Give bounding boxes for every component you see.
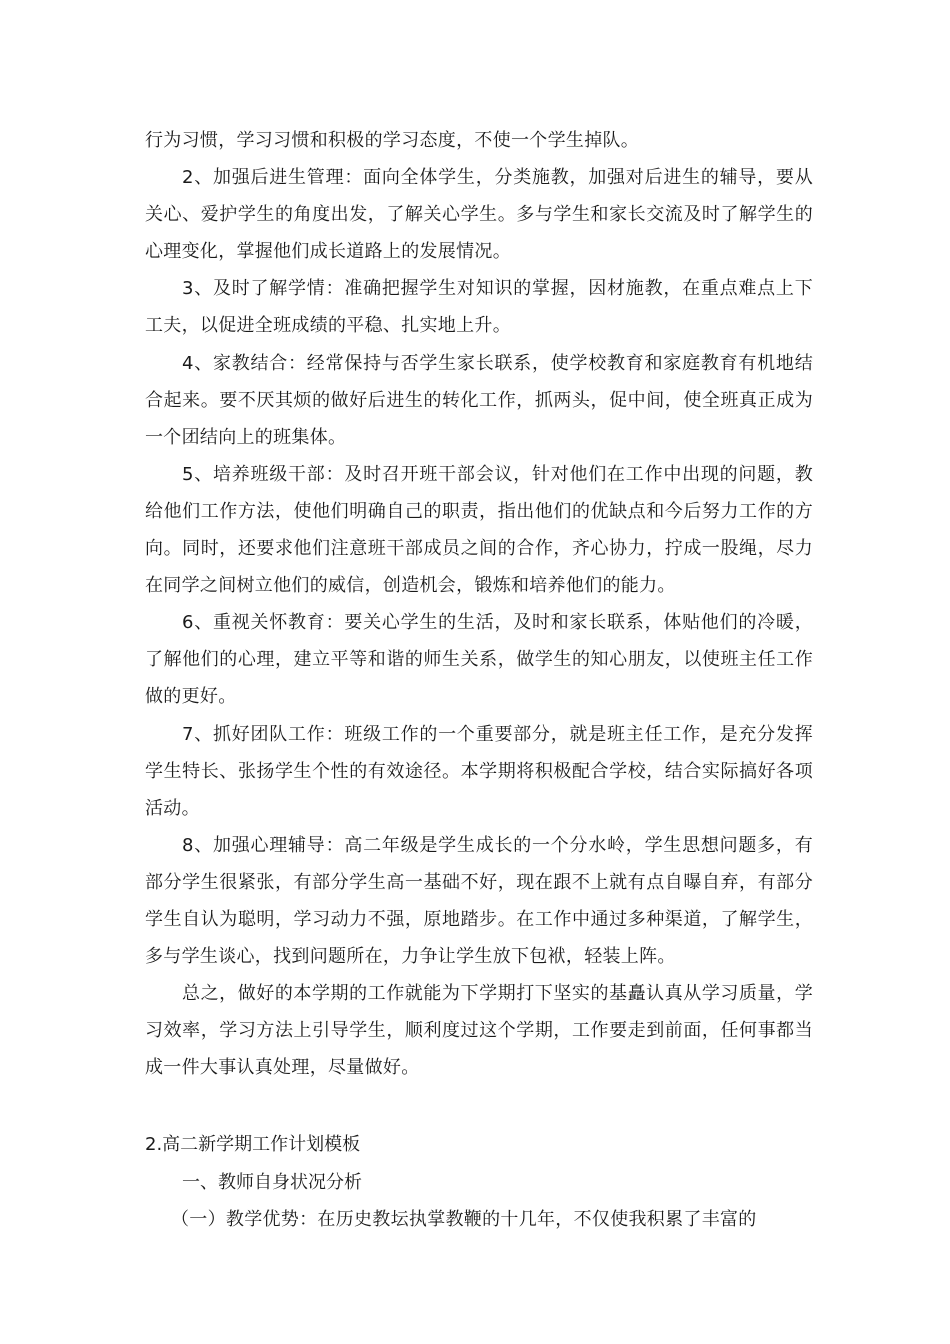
paragraph-item-6: 6、重视关怀教育：要关心学生的生活，及时和家长联系，体贴他们的冷暖，了解他们的心理，建立平等和谐的师生关系，做学生的知心朋友，以使班主任工作做的更好。 xyxy=(145,612,813,708)
paragraph-item-8: 8、加强心理辅导：高二年级是学生成长的一个分水岭，学生思想问题多，有部分学生很紧张，有部分学生高一基础不好，现在跟不上就有点自曝自弃，有部分学生自认为聪明，学习动力不强，原地踏步。在工作中通过多种渠道，了解学生，多与学生谈心，找到问题所在，力争让学生放下包袱，轻装上阵。 xyxy=(145,834,813,968)
subparagraph: （一）教学优势：在历史教坛执掌教鞭的十几年，不仅使我积累了丰富的 xyxy=(171,1208,757,1230)
paragraph-item-3: 3、及时了解学情：准确把握学生对知识的掌握，因材施教，在重点难点上下工夫，以促进全班成绩的平稳、扎实地上升。 xyxy=(145,278,813,337)
paragraph-item-2: 2、加强后进生管理：面向全体学生，分类施教，加强对后进生的辅导，要从关心、爱护学生的角度出发，了解关心学生。多与学生和家长交流及时了解学生的心理变化，掌握他们成长道路上的发展情况。 xyxy=(145,167,813,263)
section-title: 2.高二新学期工作计划模板 xyxy=(145,1134,361,1156)
paragraph-item-4: 4、家教结合：经常保持与否学生家长联系，使学校教育和家庭教育有机地结合起来。要不厌其烦的做好后进生的转化工作，抓两头，促中间，使全班真正成为一个团结向上的班集体。 xyxy=(145,352,813,448)
paragraph-item-5: 5、培养班级干部：及时召开班干部会议，针对他们在工作中出现的问题，教给他们工作方法，使他们明确自己的职责，指出他们的优缺点和今后努力工作的方向。同时，还要求他们注意班干部成员之间的合作，齐心协力，拧成一股绳，尽力在同学之间树立他们的威信，创造机会，锻炼和培养他们的能力。 xyxy=(145,463,813,597)
paragraph-summary: 总之，做好的本学期的工作就能为下学期打下坚实的基矗认真从学习质量，学习效率，学习方法上引导学生，顺利度过这个学期，工作要走到前面，任何事都当成一件大事认真处理，尽量做好。 xyxy=(145,983,813,1079)
document-body xyxy=(145,122,813,1238)
subheading: 一、教师自身状况分析 xyxy=(182,1171,362,1193)
paragraph-item-7: 7、抓好团队工作：班级工作的一个重要部分，就是班主任工作，是充分发挥学生特长、张扬学生个性的有效途径。本学期将积极配合学校，结合实际搞好各项活动。 xyxy=(145,723,813,819)
paragraph-continuation: 行为习惯，学习习惯和积极的学习态度，不使一个学生掉队。 xyxy=(145,130,640,151)
